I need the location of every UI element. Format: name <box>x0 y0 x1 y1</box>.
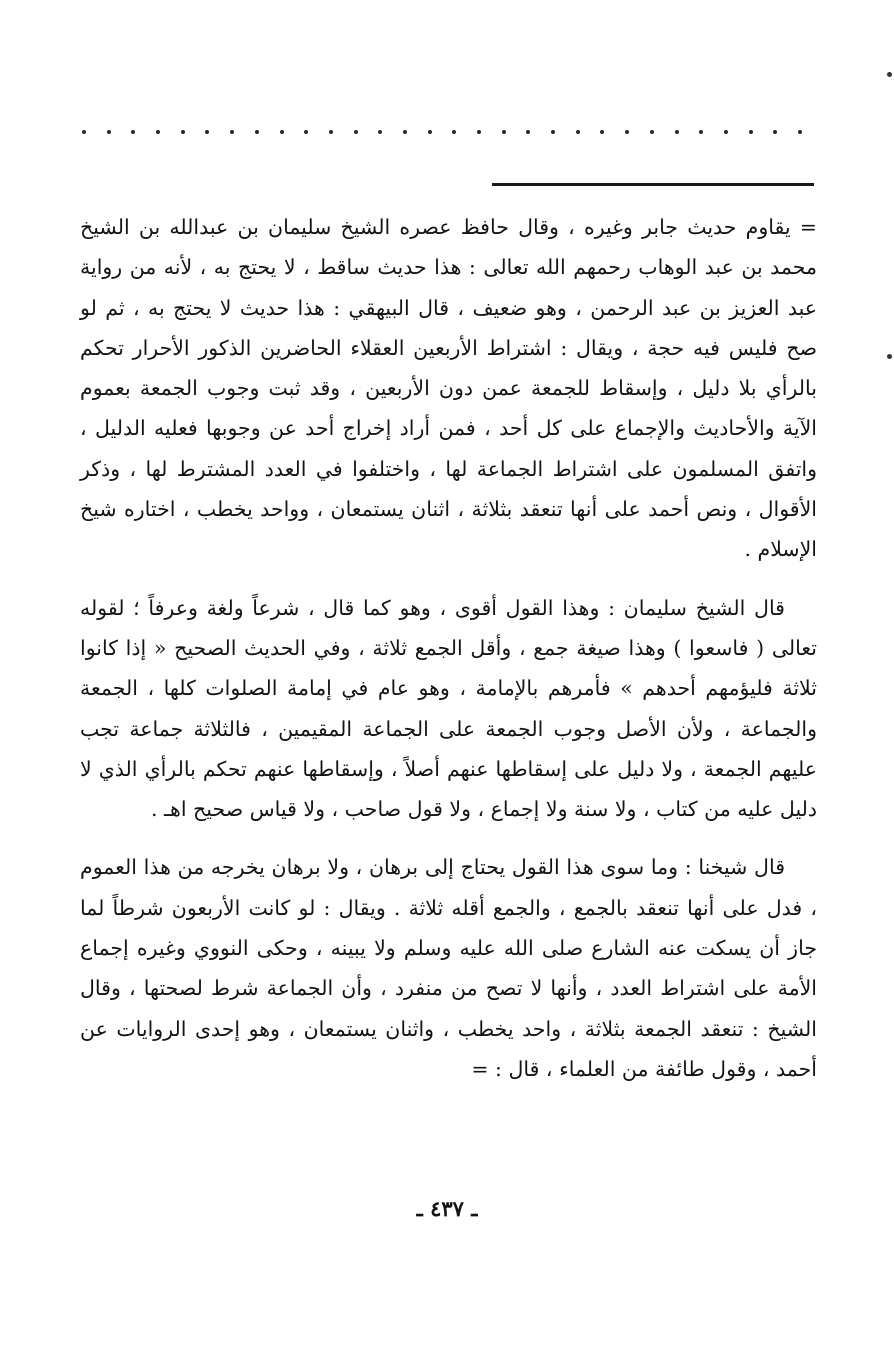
separator-dot <box>699 130 703 134</box>
separator-dot <box>280 130 284 134</box>
separator-dot <box>600 130 604 134</box>
separator-dot <box>428 130 432 134</box>
separator-dot <box>131 130 135 134</box>
separator-dot <box>230 130 234 134</box>
page-number: ـ ٤٣٧ ـ <box>416 1196 478 1221</box>
separator-dot <box>181 130 185 134</box>
separator-dot <box>551 130 555 134</box>
separator-dot <box>354 130 358 134</box>
paragraph-2: قال الشيخ سليمان : وهذا القول أقوى ، وهو كما قال ، شرعاً ولغة وعرفاً ؛ لقوله تعالى ( فاسعوا ) وهذا صيغة جمع ، وأقل الجمع ثلاثة ، وفي الحديث الصحيح « إذا كانوا ثلاثة فليؤمهم أحدهم » فأمرهم بالإمامة ، وهو عام في إمامة الصلوات كلها ، الجمعة والجماعة ، ولأن الأصل وجوب الجمعة على الجماعة المقيمين ، فالثلاثة جماعة تجب عليهم الجمعة ، ولا دليل على إسقاطها عنهم أصلاً ، وإسقاطها عنهم تحكم بالرأي الذي لا دليل عليه من كتاب ، ولا سنة ولا إجماع ، ولا قول صاحب ، ولا قياس صحيح اهـ . <box>80 595 817 822</box>
separator-dot <box>82 130 86 134</box>
separator-dot <box>625 130 629 134</box>
separator-dot <box>378 130 382 134</box>
separator-dot <box>576 130 580 134</box>
scan-speck <box>887 72 892 77</box>
separator-dot <box>107 130 111 134</box>
separator-dot <box>798 130 802 134</box>
dotted-separator <box>82 122 802 142</box>
separator-dot <box>156 130 160 134</box>
paragraph-3: قال شيخنا : وما سوى هذا القول يحتاج إلى برهان ، ولا برهان يخرجه من هذا العموم ، فدل على أنها تنعقد بالجمع ، والجمع أقله ثلاثة . ويقال : لو كانت الأربعون شرطاً لما جاز أن يسكت عنه الشارع صلى الله عليه وسلم ولا يبينه ، وحكى النووي وغيره إجماع الأمة على اشتراط العدد ، وأنها لا تصح من منفرد ، وأن الجماعة شرط لصحتها ، وقال الشيخ : تنعقد الجمعة بثلاثة ، واحد يخطب ، واثنان يستمعان ، وهو إحدى الروايات عن أحمد ، وقول طائفة من العلماء ، قال : = <box>80 855 817 1081</box>
separator-dot <box>477 130 481 134</box>
separator-dot <box>675 130 679 134</box>
separator-dot <box>205 130 209 134</box>
paragraph-gap <box>80 829 817 847</box>
separator-dot <box>403 130 407 134</box>
separator-dot <box>329 130 333 134</box>
separator-dot <box>724 130 728 134</box>
separator-dot <box>304 130 308 134</box>
paragraph-gap <box>80 570 817 588</box>
separator-dot <box>502 130 506 134</box>
scan-speck <box>887 354 892 359</box>
separator-dot <box>650 130 654 134</box>
separator-dot <box>255 130 259 134</box>
footnote-rule <box>492 183 814 186</box>
separator-dot <box>452 130 456 134</box>
separator-dot <box>749 130 753 134</box>
separator-dot <box>773 130 777 134</box>
page-text <box>80 207 817 1089</box>
paragraph-1: = يقاوم حديث جابر وغيره ، وقال حافظ عصره الشيخ سليمان بن عبدالله بن الشيخ محمد بن عبد الوهاب رحمهم الله تعالى : هذا حديث ساقط ، لا يحتج به ، لأنه من رواية عبد العزيز بن عبد الرحمن ، وهو ضعيف ، قال البيهقي : هذا حديث لا يحتج به ، ثم لو صح فليس فيه حجة ، ويقال : اشتراط الأربعين العقلاء الحاضرين الذكور الأحرار تحكم بالرأي بلا دليل ، وإسقاط للجمعة عمن دون الأربعين ، وقد ثبت وجوب الجمعة بعموم الآية والأحاديث والإجماع على كل أحد ، فمن أراد إخراج أحد عن وجوبها فعليه الدليل ، واتفق المسلمون على اشتراط الجماعة لها ، واختلفوا في العدد المشترط لها ، وذكر الأقوال ، ونص أحمد على أنها تنعقد بثلاثة ، اثنان يستمعان ، وواحد يخطب ، اختاره شيخ الإسلام . <box>80 215 817 562</box>
separator-dot <box>526 130 530 134</box>
